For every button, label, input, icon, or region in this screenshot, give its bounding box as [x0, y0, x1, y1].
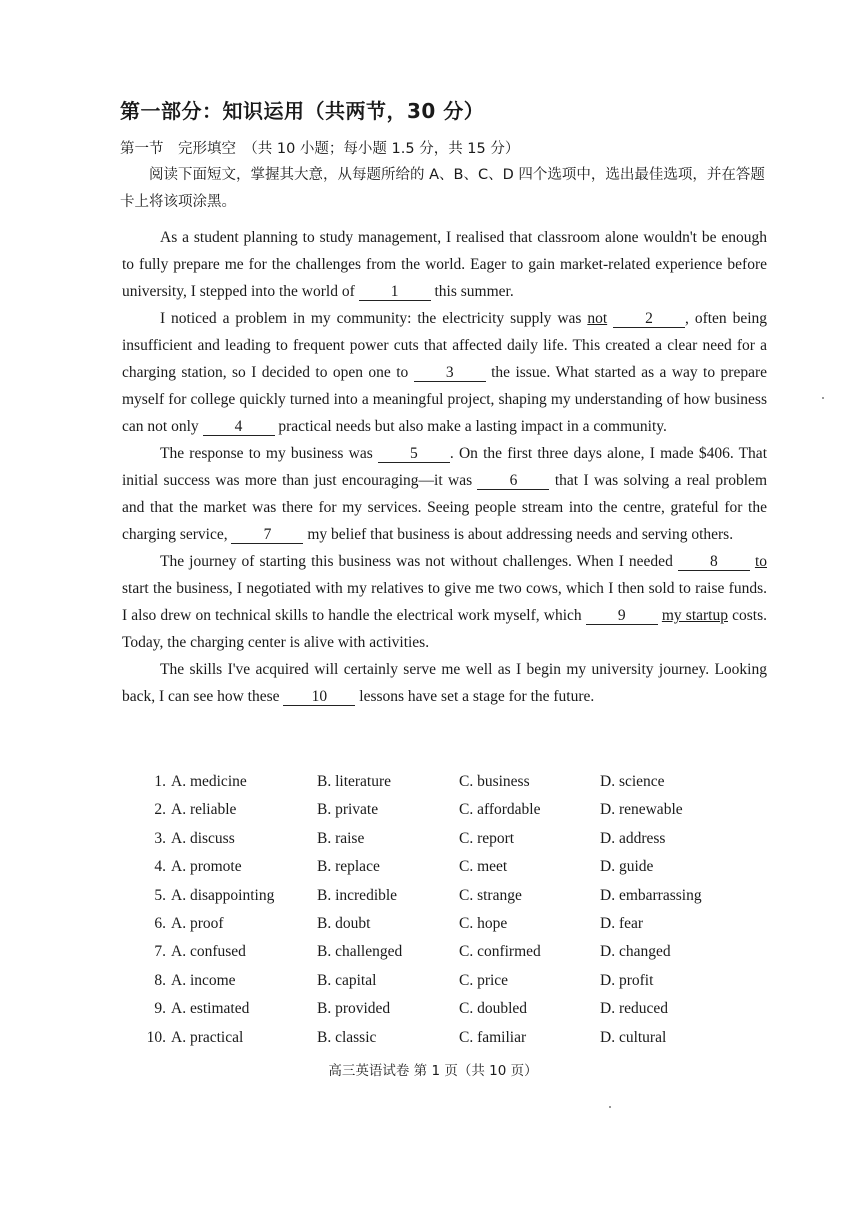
cloze-passage [122, 224, 767, 710]
option-d: D. cultural [600, 1028, 667, 1046]
blank-7: 7 [231, 527, 303, 544]
page-footer: 高三英语试卷 第 1 页（共 10 页） [328, 1063, 538, 1079]
blank-4: 4 [203, 419, 275, 436]
text: , often being insufficient and leading to frequent power cuts that affected daily life. This created a clear need for a charging station, so I decided to open one to [122, 310, 768, 381]
option-row [142, 887, 782, 915]
option-a: A. discuss [171, 829, 235, 847]
text: The journey of starting this business was not without challenges. When I needed [160, 553, 678, 570]
option-c: C. doubled [459, 1000, 528, 1018]
option-b: B. classic [317, 1028, 377, 1046]
text: The skills I've acquired will certainly serve me well as I begin my university journey. Looking back, I can see how these [122, 661, 767, 705]
text: As a student planning to study management, I realised that classroom alone wouldn't be enough to fully prepare me for the challenges from the world. Eager to gain market-related experience before university, I stepped into the world of [122, 229, 767, 300]
option-c: C. price [459, 971, 509, 989]
option-a: A. proof [171, 914, 224, 932]
scan-speck [609, 1106, 611, 1108]
text: The response to my business was [160, 445, 378, 462]
option-a: A. disappointing [171, 886, 275, 904]
question-number: 7. [154, 943, 166, 961]
option-a: A. practical [171, 1028, 244, 1046]
paragraph-4 [122, 548, 767, 656]
text: I noticed a problem in my community: the electricity supply was [160, 310, 588, 327]
option-row [142, 801, 782, 829]
underlined-word: to [754, 553, 767, 570]
blank-9: 9 [586, 608, 658, 625]
instructions: 阅读下面短文，掌握其大意，从每题所给的 A、B、C、D 四个选项中，选出最佳选项，并在答题卡上将该项涂黑。 [120, 167, 765, 210]
option-b: B. raise [317, 829, 365, 847]
option-row [142, 773, 782, 801]
option-c: C. report [459, 829, 515, 847]
question-number: 4. [154, 858, 166, 876]
option-d: D. embarrassing [600, 886, 702, 904]
question-number: 2. [154, 801, 166, 819]
option-row [142, 830, 782, 858]
option-b: B. incredible [317, 886, 398, 904]
option-b: B. literature [317, 773, 392, 790]
option-b: B. private [317, 801, 379, 819]
question-number: 6. [154, 914, 166, 932]
option-row [142, 1000, 782, 1028]
option-a: A. medicine [171, 773, 247, 790]
option-c: C. familiar [459, 1028, 527, 1046]
question-number: 5. [154, 886, 166, 904]
option-d: D. profit [600, 971, 654, 989]
blank-5: 5 [378, 446, 450, 463]
option-row [142, 858, 782, 886]
option-b: B. challenged [317, 943, 403, 961]
option-a: A. reliable [171, 801, 237, 819]
option-a: A. income [171, 971, 236, 989]
blank-3: 3 [414, 365, 486, 382]
text: this summer. [430, 283, 514, 300]
section-title: 第一节 完形填空 （共 10 小题；每小题 1.5 分，共 15 分） [120, 141, 520, 157]
part-title: 第一部分：知识运用（共两节，30 分） [120, 99, 485, 123]
option-row [142, 943, 782, 971]
text: . On the first three days alone, I made $406. That initial success was more than just encouraging—it was [122, 445, 767, 489]
blank-1: 1 [359, 284, 431, 301]
question-number: 10. [146, 1028, 166, 1046]
underlined-word: not [587, 310, 608, 327]
text: my belief that business is about addressing needs and serving others. [303, 526, 734, 543]
text: practical needs but also make a lasting impact in a community. [274, 418, 667, 435]
blank-8: 8 [678, 554, 750, 571]
option-c: C. hope [459, 914, 508, 932]
option-b: B. capital [317, 971, 377, 989]
option-row [142, 972, 782, 1000]
scan-speck [822, 397, 824, 399]
text: costs. Today, the charging center is alive with activities. [122, 607, 767, 651]
option-d: D. address [600, 829, 666, 847]
option-c: C. strange [459, 886, 522, 904]
option-a: A. promote [171, 858, 242, 876]
blank-10: 10 [283, 689, 355, 706]
paragraph-5 [122, 656, 767, 710]
option-d: D. reduced [600, 1000, 668, 1018]
option-row [142, 1029, 782, 1057]
option-d: D. changed [600, 943, 671, 961]
option-a: A. estimated [171, 1000, 250, 1018]
question-number: 3. [154, 829, 166, 847]
option-c: C. meet [459, 858, 508, 876]
blank-6: 6 [477, 473, 549, 490]
option-b: B. doubt [317, 914, 371, 932]
paragraph-2 [122, 305, 767, 440]
option-c: C. affordable [459, 801, 541, 819]
option-d: D. guide [600, 858, 654, 876]
answer-options [142, 773, 782, 1057]
option-b: B. provided [317, 1000, 391, 1018]
option-row [142, 915, 782, 943]
question-number: 8. [154, 971, 166, 989]
option-c: C. confirmed [459, 943, 541, 961]
option-c: C. business [459, 773, 530, 790]
option-d: D. fear [600, 914, 644, 932]
option-b: B. replace [317, 858, 380, 876]
option-d: D. science [600, 773, 665, 790]
option-d: D. renewable [600, 801, 683, 819]
option-a: A. confused [171, 943, 246, 961]
paragraph-1 [122, 224, 767, 305]
blank-2: 2 [613, 311, 685, 328]
text: start the business, I negotiated with my relatives to give me two cows, which I then sold to raise funds. I also drew on technical skills to handle the electrical work myself, which [122, 580, 767, 624]
paragraph-3 [122, 440, 767, 548]
text: the issue. What started as a way to prepare myself for college quickly turned into a meaningful project, shaping my understanding of how business can not only [122, 364, 767, 435]
text: that I was solving a real problem and that the market was there for my services. Seeing people stream into the centre, grateful for the charging service, [122, 472, 767, 543]
question-number: 9. [154, 1000, 166, 1018]
question-number: 1. [154, 773, 166, 790]
text: lessons have set a stage for the future. [355, 688, 595, 705]
underlined-word: my startup [661, 607, 728, 624]
